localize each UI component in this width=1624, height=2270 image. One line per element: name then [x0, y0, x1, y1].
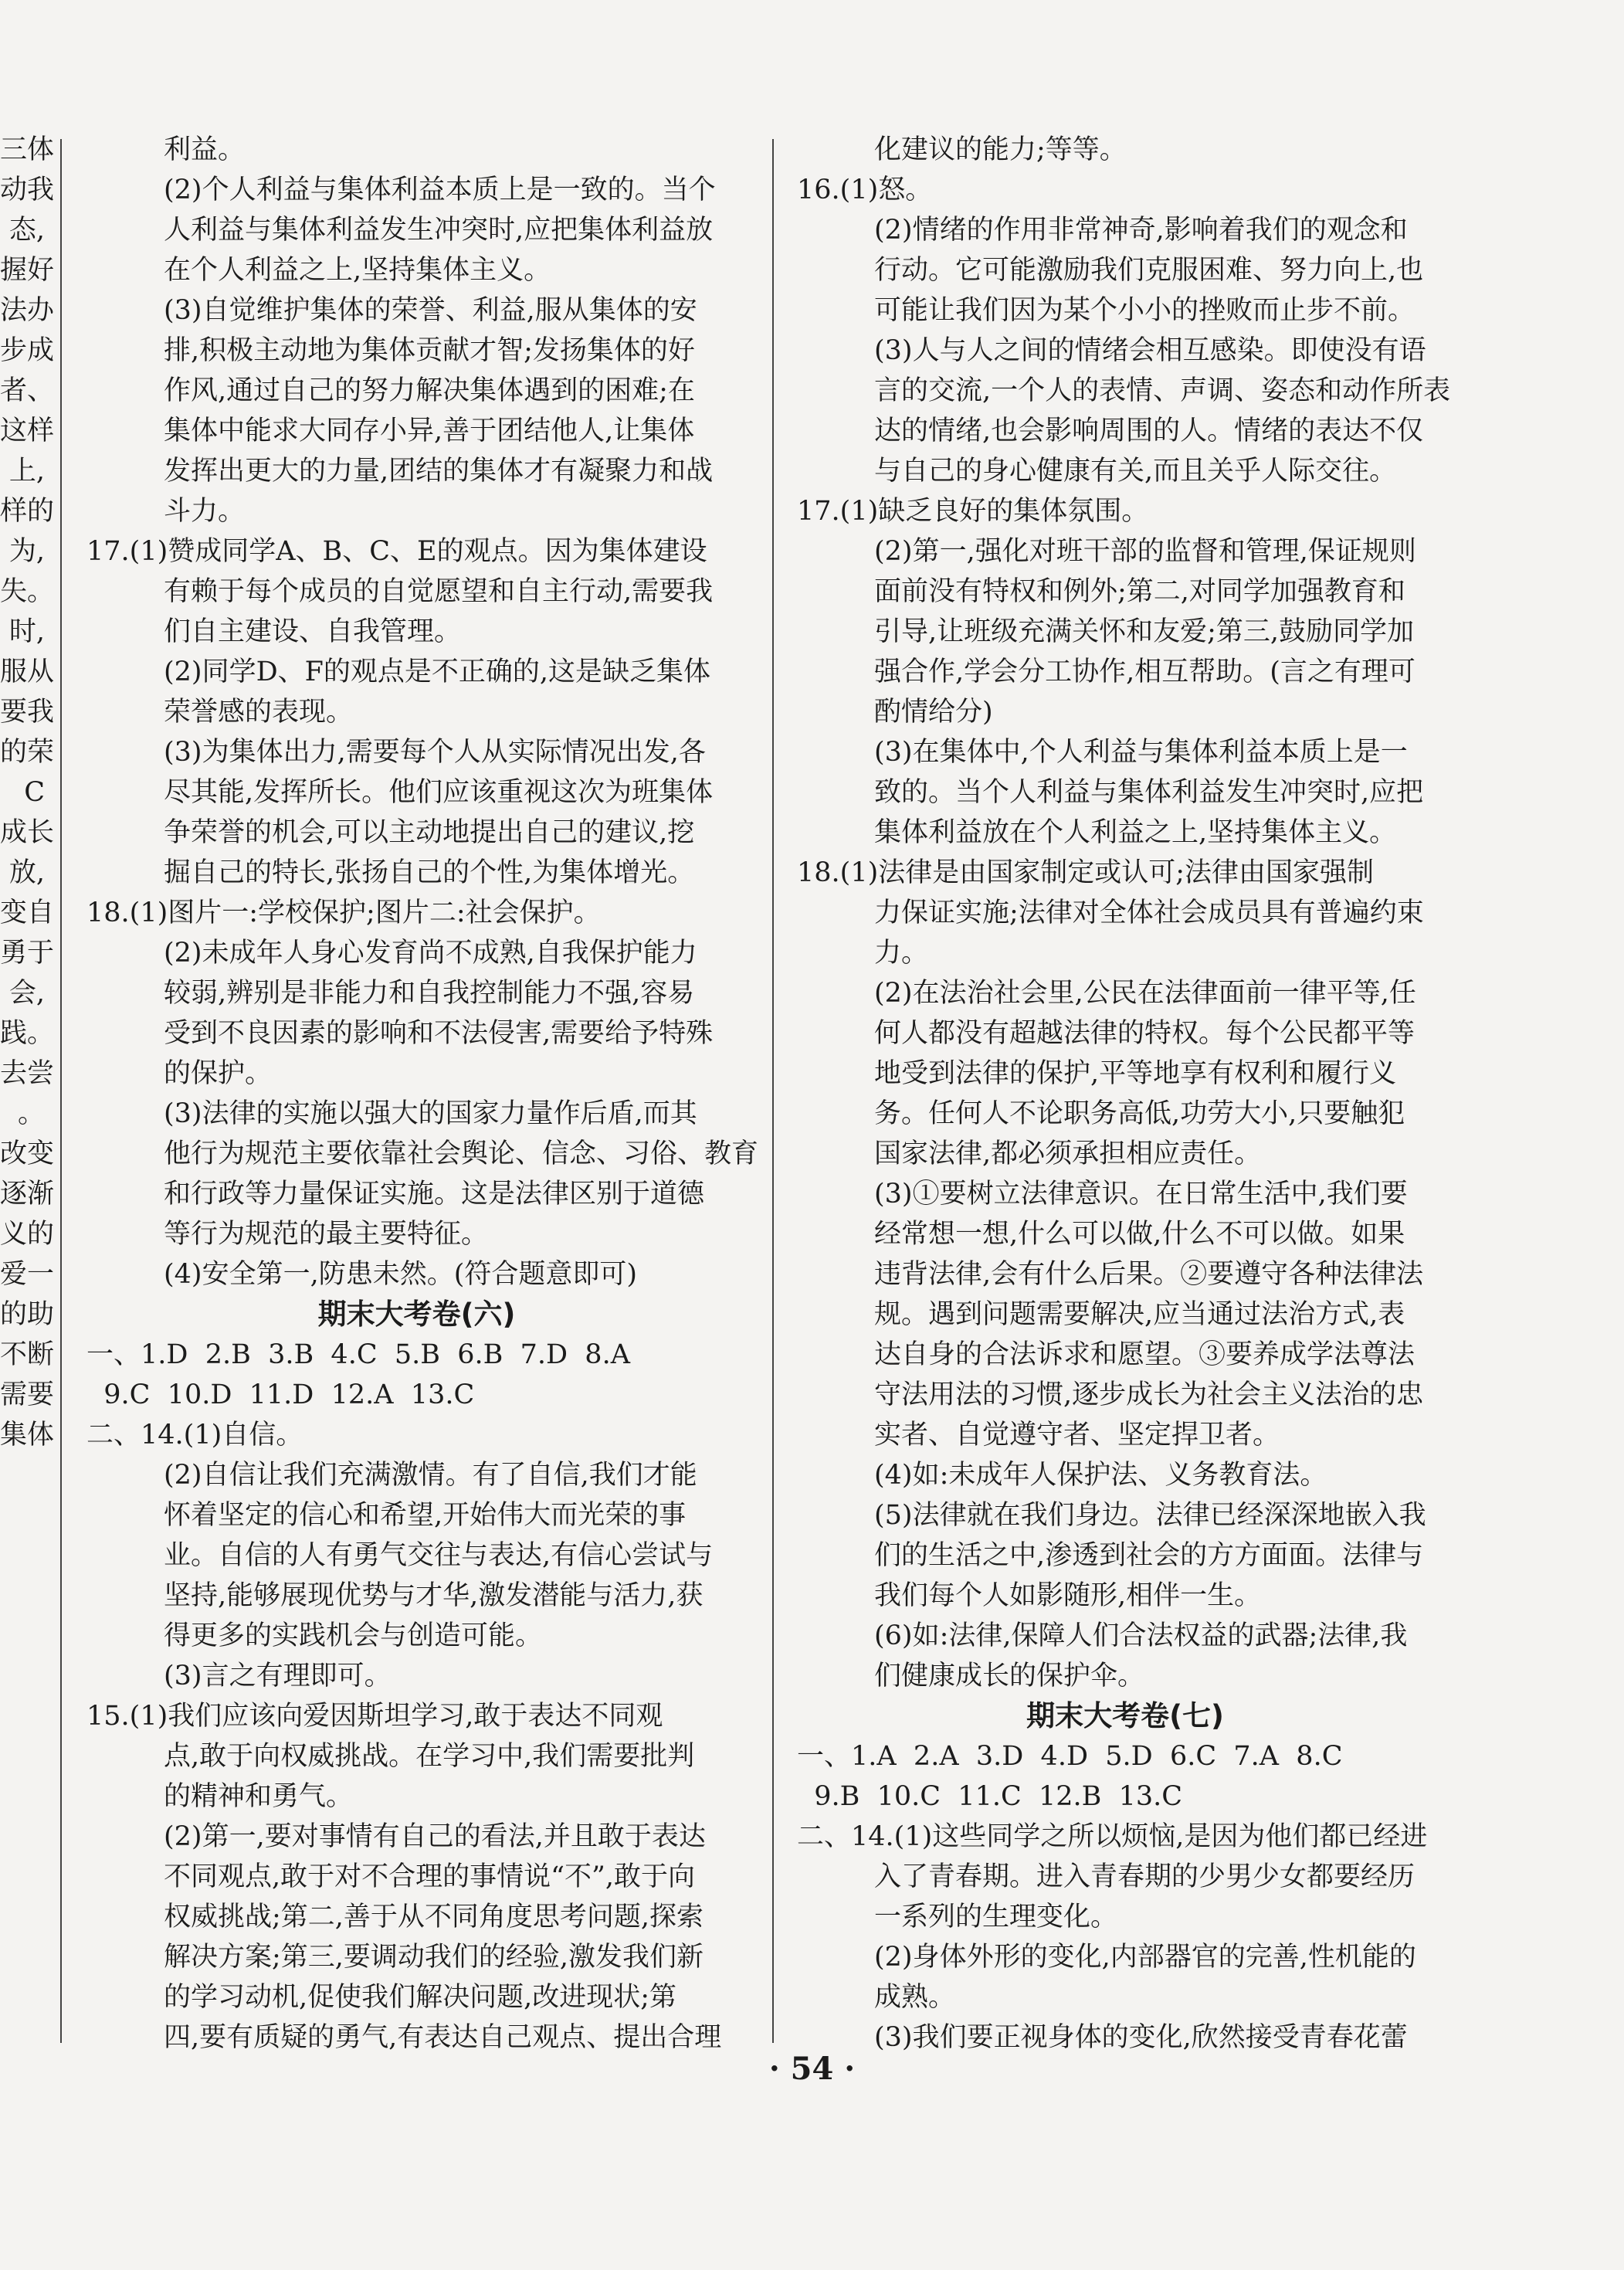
answer-line: 们自主建设、自我管理。 [164, 616, 462, 647]
margin-fragment-line: 样的 [0, 496, 55, 527]
answer-line: (2)未成年人身心发育尚不成熟,自我保护能力 [164, 938, 697, 969]
margin-fragment-line: 法办 [0, 295, 55, 326]
page-number: · 54 · [768, 2051, 856, 2087]
answer-line: 引导,让班级充满关怀和友爱;第三,鼓励同学加 [874, 616, 1415, 647]
answer-line: 在个人利益之上,坚持集体主义。 [164, 255, 551, 286]
margin-fragment-line: 握好 [0, 255, 55, 286]
answer-line: 一、1.A 2.A 3.D 4.D 5.D 6.C 7.A 8.C [797, 1741, 1343, 1772]
answer-line: 达的情绪,也会影响周围的人。情绪的表达不仅 [874, 416, 1424, 446]
answer-line: 达自身的合法诉求和愿望。③要养成学法尊法 [874, 1339, 1415, 1370]
answer-line: 违背法律,会有什么后果。②要遵守各种法律法 [874, 1259, 1424, 1290]
center-column-divider [772, 139, 774, 2043]
answer-line: 与自己的身心健康有关,而且关乎人际交往。 [874, 456, 1397, 487]
answer-line: (2)情绪的作用非常神奇,影响着我们的观念和 [874, 215, 1408, 246]
answer-line: 守法用法的习惯,逐步成长为社会主义法治的忠 [874, 1379, 1424, 1410]
answer-line: 斗力。 [164, 496, 246, 527]
answer-line: 酌情给分) [874, 697, 993, 728]
answer-line: 利益。 [164, 134, 246, 165]
margin-fragment-line: 集体 [0, 1420, 55, 1451]
margin-fragment-line: 要我 [0, 697, 55, 728]
answer-line: 言的交流,一个人的表情、声调、姿态和动作所表 [874, 375, 1451, 406]
answer-line: 人利益与集体利益发生冲突时,应把集体利益放 [164, 215, 714, 246]
margin-fragment-line: 需要 [0, 1379, 55, 1410]
answer-line: 17.(1)缺乏良好的集体氛围。 [797, 496, 1149, 527]
answer-line: 业。自信的人有勇气交往与表达,有信心尝试与 [164, 1540, 714, 1571]
answer-line: 成熟。 [874, 1982, 956, 2013]
answer-line: 排,积极主动地为集体贡献才智;发扬集体的好 [164, 335, 695, 366]
answer-line: 们健康成长的保护伞。 [874, 1661, 1145, 1691]
answer-line: 行动。它可能激励我们克服困难、努力向上,也 [874, 255, 1424, 286]
answer-line: (3)言之有理即可。 [164, 1661, 392, 1691]
margin-fragment-line: 义的 [0, 1219, 55, 1250]
answer-line: (3)人与人之间的情绪会相互感染。即使没有语 [874, 335, 1426, 366]
answer-line: 国家法律,都必须承担相应责任。 [874, 1138, 1262, 1169]
answer-line: (2)第一,要对事情有自己的看法,并且敢于表达 [164, 1821, 706, 1852]
margin-fragment-line: 的荣 [0, 737, 55, 768]
answer-line: 可能让我们因为某个小小的挫败而止步不前。 [874, 295, 1415, 326]
margin-fragment-line: 者、 [0, 375, 55, 406]
answer-line: 力保证实施;法律对全体社会成员具有普遍约束 [874, 897, 1424, 928]
answer-line: 18.(1)法律是由国家制定或认可;法律由国家强制 [797, 857, 1375, 888]
answer-line: (5)法律就在我们身边。法律已经深深地嵌入我 [874, 1500, 1426, 1531]
margin-fragment-line: 放, [8, 857, 45, 888]
margin-fragment-line: 时, [8, 616, 45, 647]
margin-fragment-line: 勇于 [0, 938, 55, 969]
answer-column-right [797, 130, 1453, 2058]
answer-line: 四,要有质疑的勇气,有表达自己观点、提出合理 [164, 2022, 722, 2053]
margin-fragment-line: 服从 [0, 657, 55, 687]
margin-fragment-line: 成长 [0, 817, 55, 848]
margin-fragment-line: 。 [17, 1098, 45, 1129]
answer-line: (3)法律的实施以强大的国家力量作后盾,而其 [164, 1098, 697, 1129]
margin-fragment-line: 爱一 [0, 1259, 55, 1290]
answer-line: 解决方案;第三,要调动我们的经验,激发我们新 [164, 1942, 704, 1973]
answer-line: 争荣誉的机会,可以主动地提出自己的建议,挖 [164, 817, 695, 848]
answer-line: 发挥出更大的力量,团结的集体才有凝聚力和战 [164, 456, 714, 487]
answer-line: 点,敢于向权威挑战。在学习中,我们需要批判 [164, 1741, 695, 1772]
answer-line: 等行为规范的最主要特征。 [164, 1219, 489, 1250]
margin-fragment-line: 践。 [0, 1018, 55, 1049]
answer-line: 一系列的生理变化。 [874, 1902, 1118, 1932]
answer-line: 二、14.(1)这些同学之所以烦恼,是因为他们都已经进 [797, 1821, 1428, 1852]
answer-line: 17.(1)赞成同学A、B、C、E的观点。因为集体建设 [86, 536, 707, 567]
answer-line: 何人都没有超越法律的特权。每个公民都平等 [874, 1018, 1415, 1049]
margin-fragment-line: 失。 [0, 576, 55, 607]
answer-line: 受到不良因素的影响和不法侵害,需要给予特殊 [164, 1018, 714, 1049]
answer-line: 地受到法律的保护,平等地享有权利和履行义 [874, 1058, 1397, 1089]
answer-line: (4)如:未成年人保护法、义务教育法。 [874, 1460, 1327, 1491]
section-heading: 期末大考卷(七) [1026, 1699, 1224, 1732]
answer-line: 我们每个人如影随形,相伴一生。 [874, 1580, 1262, 1611]
answer-line: (4)安全第一,防患未然。(符合题意即可) [164, 1259, 638, 1290]
answer-line: (3)为集体出力,需要每个人从实际情况出发,各 [164, 737, 706, 768]
answer-line: 集体利益放在个人利益之上,坚持集体主义。 [874, 817, 1397, 848]
answer-line: 入了青春期。进入青春期的少男少女都要经历 [874, 1861, 1415, 1892]
margin-fragment-line: 步成 [0, 335, 55, 366]
answer-line: (3)在集体中,个人利益与集体利益本质上是一 [874, 737, 1408, 768]
answer-line: 坚持,能够展现优势与才华,激发潜能与活力,获 [164, 1580, 704, 1611]
answer-line: 权威挑战;第二,善于从不同角度思考问题,探索 [164, 1902, 704, 1932]
answer-line: (2)在法治社会里,公民在法律面前一律平等,任 [874, 978, 1416, 1009]
answer-line: (2)第一,强化对班干部的监督和管理,保证规则 [874, 536, 1416, 567]
margin-fragment-line: 改变 [0, 1138, 55, 1169]
answer-column-left [86, 130, 759, 2058]
answer-line: 经常想一想,什么可以做,什么不可以做。如果 [874, 1219, 1405, 1250]
answer-line: 不同观点,敢于对不合理的事情说“不”,敢于向 [164, 1861, 696, 1892]
answer-line: 集体中能求大同存小异,善于团结他人,让集体 [164, 416, 695, 446]
margin-fragment-line: 为, [8, 536, 45, 567]
answer-line: 的保护。 [164, 1058, 273, 1089]
answer-line: 18.(1)图片一:学校保护;图片二:社会保护。 [86, 897, 601, 928]
answer-line: 他行为规范主要依靠社会舆论、信念、习俗、教育 [164, 1138, 759, 1169]
left-margin-fragment-column [0, 130, 55, 1455]
answer-line: (2)个人利益与集体利益本质上是一致的。当个 [164, 175, 716, 205]
margin-fragment-line: 会, [8, 978, 45, 1009]
answer-line: 二、14.(1)自信。 [86, 1420, 303, 1451]
answer-line: 9.B 10.C 11.C 12.B 13.C [797, 1781, 1183, 1812]
answer-line: 9.C 10.D 11.D 12.A 13.C [86, 1379, 475, 1410]
answer-line: 力。 [874, 938, 929, 969]
margin-fragment-line: 变自 [0, 897, 55, 928]
answer-line: 尽其能,发挥所长。他们应该重视这次为班集体 [164, 777, 714, 808]
answer-line: 怀着坚定的信心和希望,开始伟大而光荣的事 [164, 1500, 687, 1531]
margin-fragment-line: 态, [8, 215, 45, 246]
margin-fragment-line: 不断 [0, 1339, 55, 1370]
answer-line: 们的生活之中,渗透到社会的方方面面。法律与 [874, 1540, 1424, 1571]
answer-line: 15.(1)我们应该向爱因斯坦学习,敢于表达不同观 [86, 1701, 663, 1732]
answer-line: (6)如:法律,保障人们合法权益的武器;法律,我 [874, 1620, 1408, 1651]
answer-line: 较弱,辨别是非能力和自我控制能力不强,容易 [164, 978, 695, 1009]
answer-line: 16.(1)怒。 [797, 175, 933, 205]
margin-fragment-line: 的助 [0, 1299, 55, 1330]
section-heading: 期末大考卷(六) [317, 1298, 516, 1331]
answer-line: (2)同学D、F的观点是不正确的,这是缺乏集体 [164, 657, 711, 687]
answer-line: 一、1.D 2.B 3.B 4.C 5.B 6.B 7.D 8.A [86, 1339, 630, 1370]
answer-line: 掘自己的特长,张扬自己的个性,为集体增光。 [164, 857, 695, 888]
margin-fragment-line: C [24, 777, 45, 808]
answer-line: (3)自觉维护集体的荣誉、利益,服从集体的安 [164, 295, 697, 326]
margin-fragment-line: 动我 [0, 175, 55, 205]
answer-line: (2)身体外形的变化,内部器官的完善,性机能的 [874, 1942, 1416, 1973]
answer-line: (3)我们要正视身体的变化,欣然接受青春花蕾 [874, 2022, 1408, 2053]
answer-line: 化建议的能力;等等。 [874, 134, 1127, 165]
margin-fragment-line: 这样 [0, 416, 55, 446]
answer-line: 和行政等力量保证实施。这是法律区别于道德 [164, 1179, 705, 1210]
answer-line: 有赖于每个成员的自觉愿望和自主行动,需要我 [164, 576, 714, 607]
answer-line: 规。遇到问题需要解决,应当通过法治方式,表 [874, 1299, 1405, 1330]
margin-fragment-line: 三体 [0, 134, 55, 165]
answer-line: (3)①要树立法律意识。在日常生活中,我们要 [874, 1179, 1408, 1210]
answer-line: 荣誉感的表现。 [164, 697, 354, 728]
margin-fragment-line: 逐渐 [0, 1179, 55, 1210]
answer-line: 作风,通过自己的努力解决集体遇到的困难;在 [164, 375, 695, 406]
answer-line: 得更多的实践机会与创造可能。 [164, 1620, 543, 1651]
answer-line: 强合作,学会分工协作,相互帮助。(言之有理可 [874, 657, 1415, 687]
margin-fragment-line: 上, [8, 456, 45, 487]
answer-line: 面前没有特权和例外;第二,对同学加强教育和 [874, 576, 1405, 607]
answer-line: 致的。当个人利益与集体利益发生冲突时,应把 [874, 777, 1424, 808]
answer-line: 的精神和勇气。 [164, 1781, 354, 1812]
margin-fragment-line: 去尝 [0, 1058, 55, 1089]
answer-line: 的学习动机,促使我们解决问题,改进现状;第 [164, 1982, 677, 2013]
left-column-divider [60, 139, 62, 2043]
answer-line: 实者、自觉遵守者、坚定捍卫者。 [874, 1420, 1280, 1451]
answer-line: 务。任何人不论职务高低,功劳大小,只要触犯 [874, 1098, 1405, 1129]
answer-line: (2)自信让我们充满激情。有了自信,我们才能 [164, 1460, 697, 1491]
